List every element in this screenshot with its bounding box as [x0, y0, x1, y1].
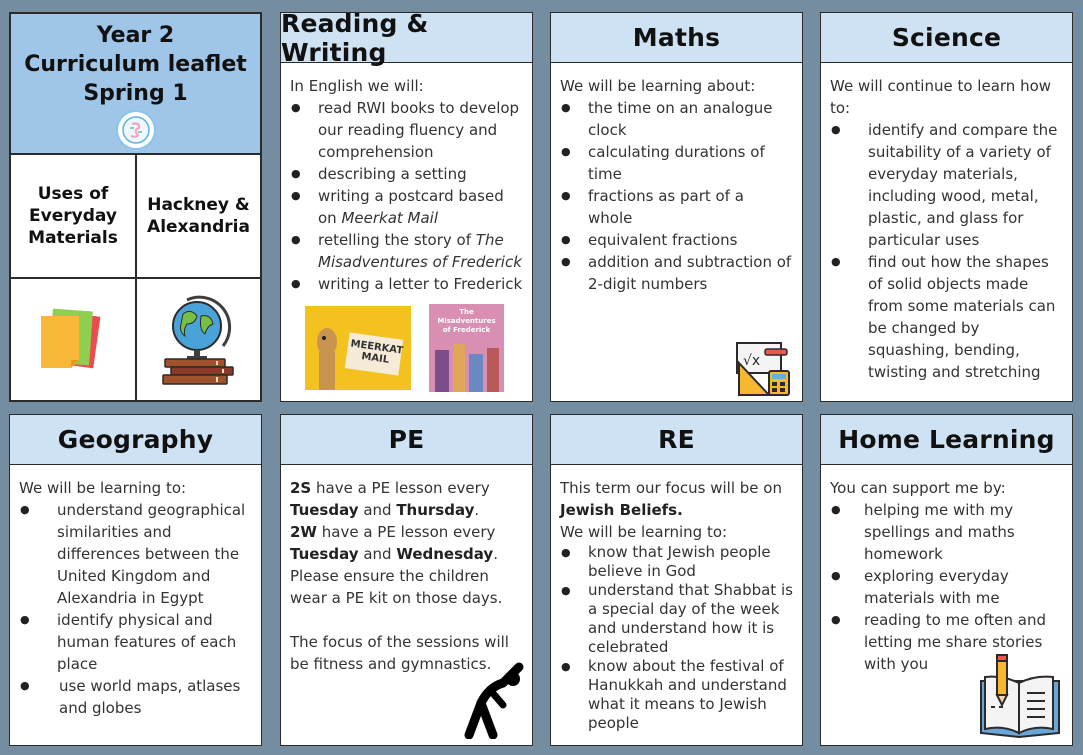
panel-title: Reading & Writing	[281, 13, 532, 63]
panel-title: Maths	[551, 13, 802, 63]
list-item: ● fractions as part of a whole	[560, 185, 793, 229]
cover-title-line: of Frederick	[442, 326, 491, 334]
meerkat-mail-cover	[305, 306, 411, 390]
intro-text: In English we will:	[290, 77, 424, 95]
pe-text: .	[493, 545, 498, 563]
panel-body	[10, 465, 261, 719]
pe-schedule-2s	[290, 477, 523, 521]
panel-body	[551, 465, 802, 733]
item-text: writing a postcard based on	[318, 187, 504, 227]
pe-panel	[280, 414, 533, 746]
panel-title: Science	[821, 13, 1072, 63]
intro-text: We will be learning about:	[560, 77, 756, 95]
pe-text: and	[358, 501, 397, 519]
list-item: ● read RWI books to develop our reading fluency and comprehension	[290, 97, 523, 163]
svg-text:√x: √x	[743, 353, 761, 369]
list-item: ● the time on an analogue clock	[560, 97, 793, 141]
panel-body	[821, 63, 1072, 383]
list	[830, 499, 1063, 675]
list-item	[290, 229, 523, 273]
list	[560, 543, 793, 733]
learning-text: We will be learning to:	[560, 523, 728, 541]
day: Tuesday	[290, 501, 359, 519]
list	[19, 499, 252, 719]
panel-body	[821, 465, 1072, 675]
day: Wednesday	[396, 545, 494, 563]
list-item: ● equivalent fractions	[560, 229, 793, 251]
reading-writing-panel	[280, 12, 533, 402]
title-panel	[9, 12, 262, 402]
cover-title-line: The	[459, 308, 474, 316]
list	[830, 119, 1063, 383]
intro-text: We will be learning to:	[19, 479, 187, 497]
list-item: ● know about the festival of Hanukkah and understand what it means to Jewish people	[560, 657, 793, 733]
list-item: ● understand that Shabbat is a special day of the week and understand how it is celebrated	[560, 581, 793, 657]
misadventures-cover	[429, 304, 504, 392]
title-block	[11, 14, 260, 155]
list-item: ● identify physical and human features of each place	[19, 609, 252, 675]
re-panel	[550, 414, 803, 746]
panel-body	[551, 63, 802, 295]
science-panel	[820, 12, 1073, 402]
cover-title-line: Misadventures	[437, 317, 496, 325]
title-leaflet: Curriculum leaflet	[24, 52, 247, 77]
pe-text: have a PE lesson every	[311, 479, 490, 497]
re-focus: Jewish Beliefs.	[560, 501, 683, 519]
item-text: retelling the story of	[318, 231, 476, 249]
maths-panel	[550, 12, 803, 402]
list-item: ● addition and subtraction of 2-digit numbers	[560, 251, 793, 295]
book-title: The Misadventures of Frederick	[318, 231, 522, 271]
list-item: ● reading to me often and letting me share stories with you	[830, 609, 1063, 675]
list-item: ● helping me with my spellings and maths homework	[830, 499, 1063, 565]
intro-text: This term our focus will be on	[560, 479, 782, 497]
book-pencil-icon	[977, 651, 1063, 743]
sticky-notes-icon	[11, 279, 135, 400]
panel-body	[281, 63, 532, 295]
list-item: ● describing a setting	[290, 163, 523, 185]
school-badge-icon	[116, 110, 156, 150]
pe-kit-note: Please ensure the children wear a PE kit on those days.	[290, 567, 503, 607]
panel-title: Home Learning	[821, 415, 1072, 465]
list-item: ● know that Jewish people believe in God	[560, 543, 793, 581]
class-name: 2S	[290, 479, 312, 497]
list	[560, 97, 793, 295]
panel-title: PE	[281, 415, 532, 465]
pe-text: .	[474, 501, 480, 519]
intro-text: We will continue to learn how to:	[830, 77, 1052, 117]
list-item: ● writing a letter to Frederick	[290, 273, 523, 295]
pe-text: and	[358, 545, 397, 563]
topic-grid	[11, 155, 260, 400]
list-item: ● identify and compare the suitability of a variety of everyday materials, including wood, metal, plastic, and glass for particular uses	[830, 119, 1063, 251]
home-learning-panel	[820, 414, 1073, 746]
panel-title: RE	[551, 415, 802, 465]
list-item: ● exploring everyday materials with me	[830, 565, 1063, 609]
geography-panel	[9, 414, 262, 746]
list-item: ● find out how the shapes of solid objects made from some materials can be changed by squashing, bending, twisting and stretching	[830, 251, 1063, 383]
list-item	[290, 185, 523, 229]
title-term: Spring 1	[83, 81, 188, 106]
stretching-person-icon	[463, 659, 525, 743]
day: Tuesday	[290, 545, 359, 563]
class-name: 2W	[290, 523, 317, 541]
topic-hackney: Hackney & Alexandria	[147, 195, 250, 237]
list-item: ● use world maps, atlases and globes	[19, 675, 252, 719]
book-title: Meerkat Mail	[341, 209, 439, 227]
intro-text: You can support me by:	[830, 479, 1006, 497]
panel-body	[281, 465, 532, 675]
title-year: Year 2	[96, 23, 175, 48]
maths-tools-icon	[735, 341, 791, 401]
list	[290, 97, 523, 295]
panel-title: Geography	[10, 415, 261, 465]
pe-schedule-2w	[290, 521, 523, 565]
cover-title	[429, 308, 504, 335]
pe-text: have a PE lesson every	[316, 523, 496, 541]
list-item: ● calculating durations of time	[560, 141, 793, 185]
cover-title: MEERKAT MAIL	[349, 338, 404, 366]
globe-books-icon	[137, 279, 260, 400]
list-item: ● understand geographical similarities and differences between the United Kingdom and Alexandria in Egypt	[19, 499, 252, 609]
topic-materials: Uses of Everyday Materials	[28, 184, 118, 248]
pe-focus: The focus of the sessions will be fitness and gymnastics.	[290, 633, 509, 673]
day: Thursday	[396, 501, 475, 519]
